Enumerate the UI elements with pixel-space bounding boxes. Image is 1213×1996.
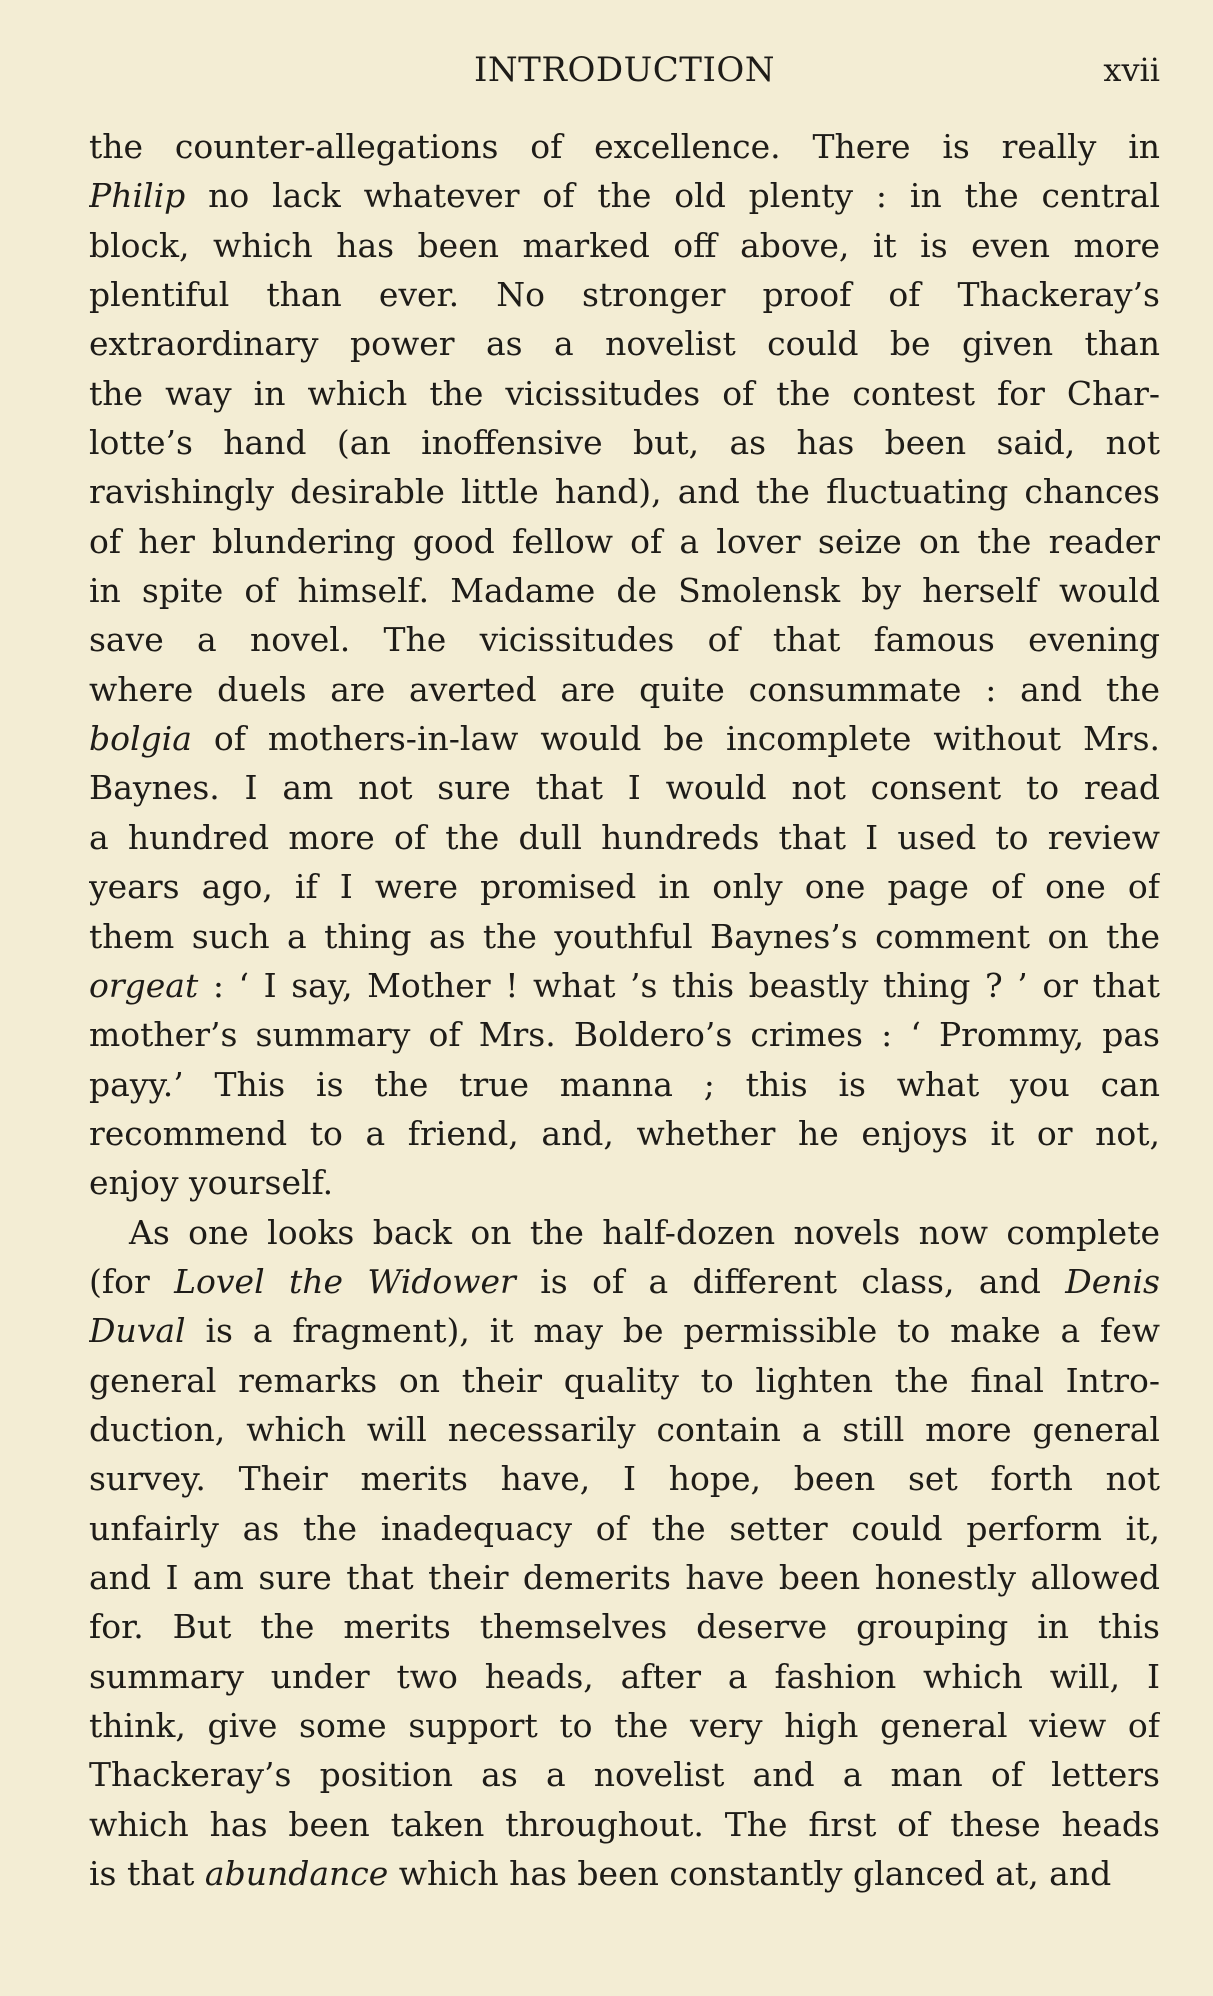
text-span: them such a thing as the youthful Baynes’s comment on the (89, 916, 1160, 956)
text-line (89, 813, 1160, 862)
text-line (89, 961, 1160, 1010)
text-span: enjoy yourself. (89, 1163, 334, 1203)
italic-text: orgeat (89, 965, 199, 1005)
text-span: block, which has been marked off above, it is even more (89, 225, 1160, 265)
text-span: which has been taken throughout. The first of these heads (89, 1804, 1160, 1844)
text-line (89, 615, 1160, 664)
text-span: Baynes. I am not sure that I would not consent to read (89, 768, 1160, 808)
body-text (89, 122, 1160, 1898)
text-line (89, 763, 1160, 812)
text-line (89, 1750, 1160, 1799)
text-span: a hundred more of the dull hundreds that I used to review (89, 817, 1160, 857)
text-span: of her blundering good fellow of a lover seize on the reader (89, 521, 1160, 561)
text-span: ravishingly desirable little hand), and the fluctuating chances (89, 472, 1160, 512)
text-line (89, 171, 1160, 220)
text-span: summary under two heads, after a fashion which will, I (89, 1656, 1160, 1696)
text-span: is of a different class, and (515, 1261, 1066, 1301)
text-line (89, 1602, 1160, 1651)
text-span: general remarks on their quality to lighten the final Intro- (89, 1360, 1160, 1400)
italic-text: Duval (89, 1311, 186, 1351)
text-line (89, 1504, 1160, 1553)
text-span: duction, which will necessarily contain a still more general (89, 1409, 1160, 1449)
text-line (89, 1010, 1160, 1059)
text-span: no lack whatever of the old plenty : in the central (185, 176, 1160, 216)
text-span: lotte’s hand (an inoffensive but, as has been said, not (89, 423, 1160, 463)
text-line (89, 1208, 1160, 1257)
text-line (89, 1800, 1160, 1849)
text-span: in spite of himself. Madame de Smolensk by herself would (89, 571, 1160, 611)
text-line (89, 467, 1160, 516)
text-line (89, 1652, 1160, 1701)
text-span: recommend to a friend, and, whether he enjoys it or not, (89, 1113, 1160, 1153)
text-span: for. But the merits themselves deserve grouping in this (89, 1607, 1160, 1647)
text-line (89, 1158, 1160, 1207)
text-line (89, 1306, 1160, 1355)
text-line (89, 270, 1160, 319)
italic-text: Philip (89, 176, 186, 216)
text-span: plentiful than ever. No stronger proof of Thackeray’s (89, 275, 1160, 315)
text-span: : ‘ I say, Mother ! what ’s this beastly thing ? ’ or that (198, 965, 1160, 1005)
text-span: of mothers-in-law would be incomplete without Mrs. (191, 719, 1160, 759)
text-line (89, 221, 1160, 270)
italic-text: abundance (204, 1854, 389, 1894)
text-line (89, 319, 1160, 368)
text-line (89, 1356, 1160, 1405)
text-span: unfairly as the inadequacy of the setter could perform it, (89, 1508, 1160, 1548)
running-title: INTRODUCTION (474, 50, 775, 90)
page-number: xvii (1103, 51, 1160, 89)
text-line (89, 1701, 1160, 1750)
text-span: is that (89, 1854, 205, 1894)
text-line (89, 665, 1160, 714)
text-span: think, give some support to the very high general view of (89, 1706, 1160, 1745)
text-span: mother’s summary of Mrs. Boldero’s crimes : ‘ Prommy, pas (89, 1015, 1160, 1055)
text-span: which has been constantly glanced at, and (388, 1854, 1112, 1894)
text-line (89, 912, 1160, 961)
text-span: and I am sure that their demerits have been honestly allowed (89, 1557, 1160, 1597)
running-head (89, 50, 1160, 90)
text-span: survey. Their merits have, I hope, been set forth not (89, 1459, 1160, 1499)
text-line (89, 418, 1160, 467)
text-line (89, 1405, 1160, 1454)
text-span: extraordinary power as a novelist could be given than (89, 324, 1160, 364)
italic-text: bolgia (89, 719, 192, 759)
text-span: Thackeray’s position as a novelist and a man of letters (89, 1755, 1160, 1795)
text-span: save a novel. The vicissitudes of that famous evening (89, 620, 1160, 660)
text-span: the counter-allegations of excellence. There is really in (89, 127, 1160, 166)
text-line (89, 1257, 1160, 1306)
text-line (89, 517, 1160, 566)
text-line (89, 1109, 1160, 1158)
text-line (89, 1553, 1160, 1602)
text-line (89, 862, 1160, 911)
text-span: the way in which the vicissitudes of the contest for Char- (89, 373, 1160, 413)
italic-text: Denis (1065, 1261, 1160, 1301)
text-span: (for (89, 1261, 175, 1301)
italic-text: Lovel the Widower (174, 1261, 516, 1301)
text-line (89, 369, 1160, 418)
text-line (89, 1849, 1160, 1898)
text-line (89, 1454, 1160, 1503)
text-span: years ago, if I were promised in only one page of one of (89, 867, 1160, 907)
text-span: As one looks back on the half-dozen novels now complete (129, 1212, 1160, 1252)
text-line (89, 714, 1160, 763)
text-span: payy.’ This is the true manna ; this is what you can (89, 1064, 1160, 1104)
text-span: is a fragment), it may be permissible to make a few (185, 1311, 1160, 1351)
text-line (89, 1060, 1160, 1109)
text-line (89, 566, 1160, 615)
text-span: where duels are averted are quite consummate : and the (89, 669, 1160, 709)
text-line (89, 122, 1160, 171)
